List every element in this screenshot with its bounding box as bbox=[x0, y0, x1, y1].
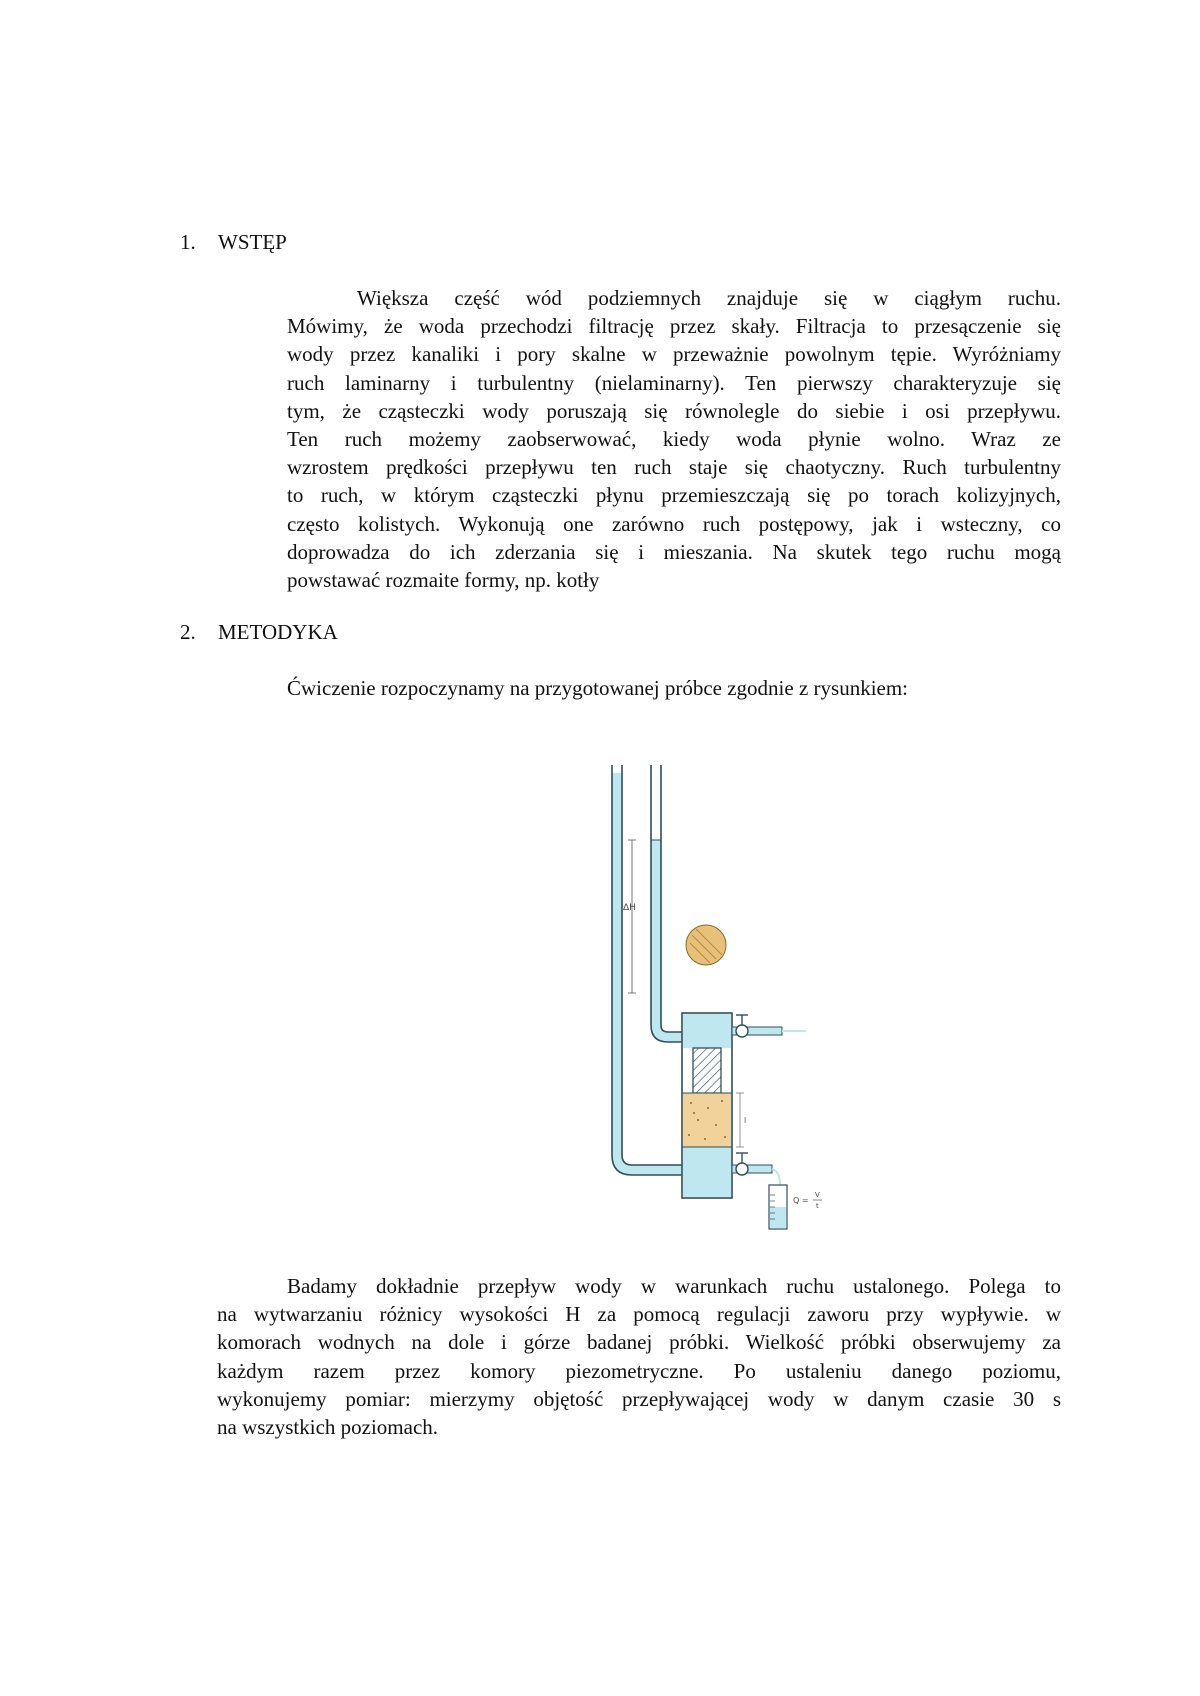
paragraph-line: komorach wodnych na dole i górze badanej próbki. Wielkość próbki obserwujemy za bbox=[217, 1330, 1061, 1355]
paragraph-line: na wytwarzaniu różnicy wysokości H za pomocą regulacji zaworu przy wypływie. w bbox=[217, 1302, 1061, 1327]
paragraph-intro bbox=[287, 284, 1061, 594]
paragraph-intro-figure: Ćwiczenie rozpoczynamy na przygotowanej próbce zgodnie z rysunkiem: bbox=[287, 676, 909, 700]
section-number-1: 1. bbox=[180, 230, 196, 254]
paragraph-line: doprowadza do ich zderzania się i mieszania. Na skutek tego ruchu mogą bbox=[287, 539, 1061, 564]
apparatus-diagram bbox=[560, 745, 850, 1240]
paragraph-line: powstawać rozmaite formy, np. kotły bbox=[287, 568, 600, 593]
paragraph-line: Ten ruch możemy zaobserwować, kiedy woda płynie wolno. Wraz ze bbox=[287, 427, 1061, 452]
sample-length-label: l bbox=[744, 1116, 747, 1125]
paragraph-line: wzrostem prędkości przepływu ten ruch staje się chaotyczny. Ruch turbulentny bbox=[287, 455, 1061, 480]
paragraph-line: wykonujemy pomiar: mierzymy objętość przepływającej wody w danym czasie 30 s bbox=[217, 1386, 1061, 1411]
piston-block bbox=[693, 1048, 721, 1093]
sand-sample bbox=[683, 1093, 731, 1147]
section-title-2: METODYKA bbox=[218, 620, 338, 644]
section-title-1: WSTĘP bbox=[218, 230, 287, 254]
apparatus-figure bbox=[560, 745, 850, 1240]
flow-formula-q: Q = bbox=[793, 1196, 809, 1205]
section-number-2: 2. bbox=[180, 620, 196, 644]
outflow-stream bbox=[772, 1169, 780, 1185]
right-tube-inner bbox=[661, 765, 682, 1032]
paragraph-method bbox=[217, 1272, 1061, 1441]
paragraph-line: ruch laminarny i turbulentny (nielaminarny). Ten pierwszy charakteryzuje się bbox=[287, 370, 1061, 395]
lower-water-chamber bbox=[683, 1147, 731, 1197]
paragraph-line: na wszystkich poziomach. bbox=[217, 1415, 439, 1440]
paragraph-line: Mówimy, że woda przechodzi filtrację przez skały. Filtracja to przesączenie się bbox=[287, 314, 1061, 339]
top-valve bbox=[736, 1025, 748, 1037]
right-tube-water bbox=[656, 840, 682, 1037]
bottom-valve bbox=[736, 1163, 748, 1175]
paragraph-line: to ruch, w którym cząsteczki płynu przemieszczają się po torach kolizyjnych, bbox=[287, 483, 1061, 508]
upper-water-chamber bbox=[683, 1014, 731, 1048]
paragraph-line: Większa część wód podziemnych znajduje się w ciągłym ruchu. bbox=[357, 286, 1061, 310]
section-heading-2 bbox=[180, 620, 338, 645]
paragraph-line: często kolistych. Wykonują one zarówno ruch postępowy, jak i wsteczny, co bbox=[287, 511, 1061, 536]
paragraph-line: wody przez kanaliki i pory skalne w przeważnie powolnym tępie. Wyróżniamy bbox=[287, 342, 1061, 367]
paragraph-line: Badamy dokładnie przepływ wody w warunkach ruchu ustalonego. Polega to bbox=[287, 1274, 1061, 1298]
delta-h-label: ΔH bbox=[623, 903, 636, 913]
left-tube-water bbox=[617, 773, 682, 1170]
flow-formula-v: V bbox=[815, 1191, 820, 1199]
section-heading-1 bbox=[180, 230, 287, 255]
paragraph-line: tym, że cząsteczki wody poruszają się równolegle do siebie i osi przepływu. bbox=[287, 398, 1061, 423]
flow-formula-t: t bbox=[816, 1202, 819, 1210]
paragraph-line: każdym razem przez komory piezometryczne. Po ustaleniu danego poziomu, bbox=[217, 1358, 1061, 1383]
cylinder-water bbox=[770, 1207, 786, 1228]
